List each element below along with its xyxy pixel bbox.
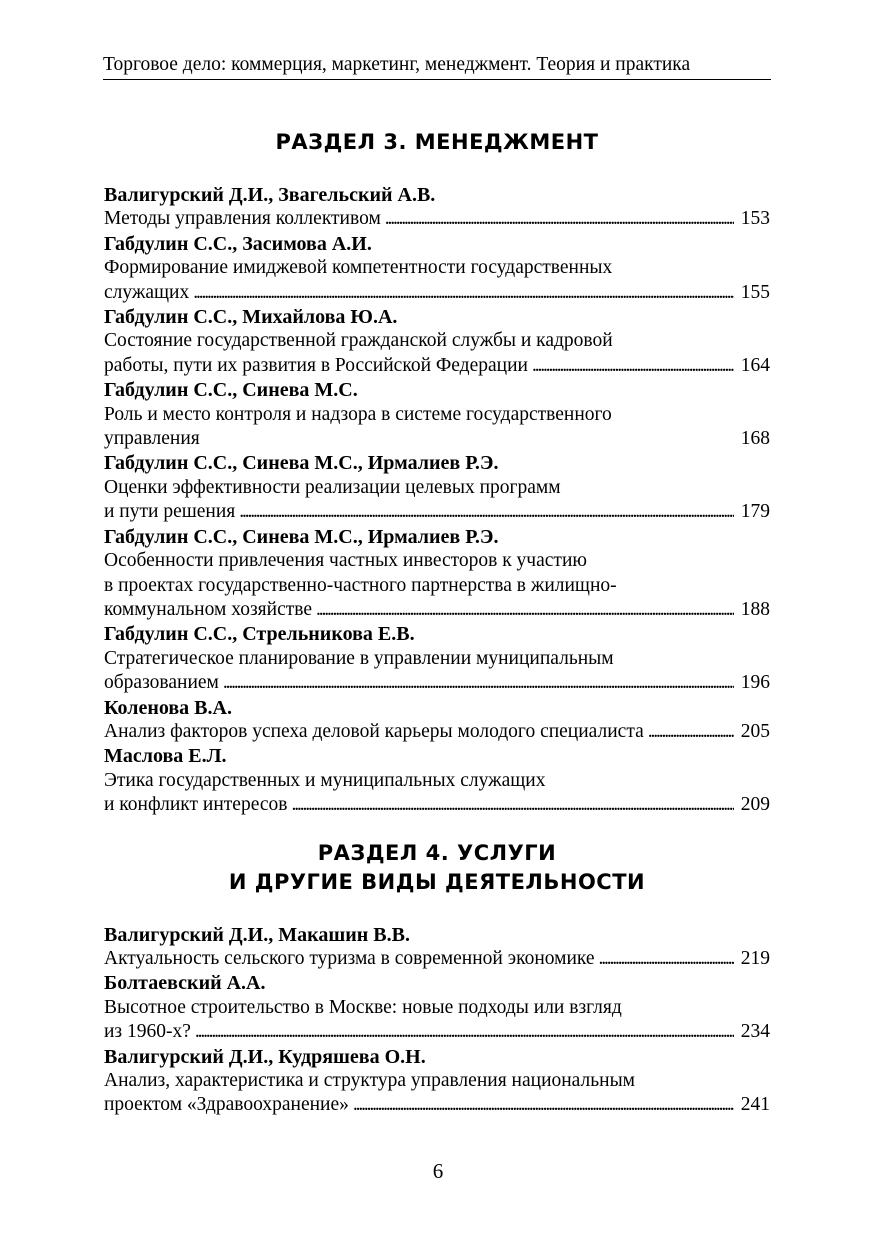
entry-page-number: 241 xyxy=(740,1094,770,1116)
entry-authors: Валигурский Д.И., Кудряшева О.Н. xyxy=(104,1045,426,1068)
dot-leader xyxy=(239,500,734,524)
entry-title-last-line xyxy=(104,720,770,744)
entry-title-text: коммунальном хозяйстве xyxy=(104,598,312,620)
entry-title-last-line xyxy=(104,281,770,305)
toc-entry xyxy=(104,696,770,745)
section-title-line: РАЗДЕЛ 4. УСЛУГИ xyxy=(317,840,557,865)
entry-authors: Валигурский Д.И., Макашин В.В. xyxy=(104,923,410,946)
entry-title-line: Формирование имиджевой компетентности государственных xyxy=(104,257,613,279)
entry-title-text: Актуальность сельского туризма в современной экономике xyxy=(104,947,595,969)
entry-title-last-line xyxy=(104,671,770,695)
entry-page-number: 179 xyxy=(740,501,770,523)
dot-leader xyxy=(291,793,734,817)
entry-title-last-line xyxy=(104,947,770,971)
entry-title-last-line xyxy=(104,427,770,451)
entry-authors: Габдулин С.С., Синева М.С., Ирмалиев Р.Э. xyxy=(104,452,499,475)
entry-title-last-line xyxy=(104,793,770,817)
page-number: 6 xyxy=(432,1159,444,1183)
section-3-entries xyxy=(104,183,770,818)
toc-entry xyxy=(104,183,770,232)
toc-entry xyxy=(104,744,770,817)
entry-title-last-line xyxy=(104,1093,770,1117)
section-4-entries xyxy=(104,923,770,1118)
entry-authors: Габдулин С.С., Засимова А.И. xyxy=(104,232,372,255)
entry-page-number: 219 xyxy=(740,947,770,969)
entry-title-last-line xyxy=(104,500,770,524)
entry-page-number: 188 xyxy=(740,598,770,620)
entry-authors: Болтаевский А.А. xyxy=(104,972,266,995)
toc-entry xyxy=(104,451,770,524)
entry-page-number: 196 xyxy=(740,672,770,694)
dot-leader xyxy=(195,1020,734,1044)
entry-title-text: служащих xyxy=(104,281,190,303)
dot-leader xyxy=(599,947,734,971)
dot-leader xyxy=(353,1093,734,1117)
entry-title-text: Методы управления коллективом xyxy=(104,208,381,230)
entry-title-text: управления xyxy=(104,428,200,450)
section-title-line: И ДРУГИЕ ВИДЫ ДЕЯТЕЛЬНОСТИ xyxy=(228,869,646,894)
toc-entry xyxy=(104,525,770,623)
entry-title-last-line xyxy=(104,598,770,622)
entry-title-line: Состояние государственной гражданской службы и кадровой xyxy=(104,330,613,352)
entry-title-last-line xyxy=(104,354,770,378)
toc-entry xyxy=(104,232,770,305)
dot-leader xyxy=(223,671,734,695)
dot-leader xyxy=(385,207,734,231)
table-of-contents xyxy=(104,128,770,1118)
entry-title-text: Анализ факторов успеха деловой карьеры молодого специалиста xyxy=(104,720,644,742)
entry-authors: Габдулин С.С., Стрельникова Е.В. xyxy=(104,623,415,646)
toc-entry xyxy=(104,923,770,972)
section-title-line: РАЗДЕЛ 3. МЕНЕДЖМЕНТ xyxy=(275,130,599,154)
entry-title-text: работы, пути их развития в Российской Федерации xyxy=(104,354,528,376)
dot-leader xyxy=(316,598,734,622)
entry-title-text: проектом «Здравоохранение» xyxy=(104,1094,349,1116)
entry-title-text: образованием xyxy=(104,672,219,694)
toc-entry xyxy=(104,378,770,451)
entry-title-line: Особенности привлечения частных инвесторов к участию xyxy=(104,550,587,572)
dot-leader xyxy=(648,720,734,744)
entry-authors: Габдулин С.С., Синева М.С. xyxy=(104,379,358,402)
entry-title-line: в проектах государственно-частного партнерства в жилищно- xyxy=(104,574,617,596)
section-3-title xyxy=(104,128,770,157)
entry-title-line: Анализ, характеристика и структура управления национальным xyxy=(104,1070,636,1091)
section-4-title xyxy=(104,839,770,897)
entry-page-number: 168 xyxy=(740,428,770,450)
dot-leader xyxy=(532,354,734,378)
entry-page-number: 234 xyxy=(740,1021,770,1043)
entry-title-text: и пути решения xyxy=(104,501,236,523)
entry-title-line: Высотное строительство в Москве: новые подходы или взгляд xyxy=(104,996,622,1018)
entry-page-number: 209 xyxy=(740,794,770,816)
entry-title-text: из 1960-х? xyxy=(104,1021,191,1043)
entry-authors: Коленова В.А. xyxy=(104,696,232,719)
entry-page-number: 153 xyxy=(740,208,770,230)
toc-entry xyxy=(104,971,770,1044)
entry-title-line: Роль и место контроля и надзора в системе государственного xyxy=(104,403,612,425)
entry-authors: Валигурский Д.И., Звагельский А.В. xyxy=(104,184,436,206)
entry-page-number: 205 xyxy=(740,720,770,742)
dot-leader xyxy=(193,281,734,305)
entry-title-last-line xyxy=(104,1020,770,1044)
entry-page-number: 155 xyxy=(740,281,770,303)
entry-authors: Габдулин С.С., Михайлова Ю.А. xyxy=(104,306,398,329)
toc-entry xyxy=(104,305,770,378)
entry-authors: Маслова Е.Л. xyxy=(104,745,227,768)
toc-entry xyxy=(104,1045,770,1118)
entry-title-line: Этика государственных и муниципальных служащих xyxy=(104,769,546,791)
entry-title-text: и конфликт интересов xyxy=(104,794,288,816)
entry-title-line: Стратегическое планирование в управлении муниципальным xyxy=(104,647,614,669)
entry-title-last-line xyxy=(104,207,770,231)
toc-entry xyxy=(104,622,770,695)
running-head: Торговое дело: коммерция, маркетинг, менеджмент. Теория и практика xyxy=(103,52,771,80)
entry-page-number: 164 xyxy=(740,354,770,376)
entry-title-line: Оценки эффективности реализации целевых программ xyxy=(104,476,561,498)
entry-authors: Габдулин С.С., Синева М.С., Ирмалиев Р.Э. xyxy=(104,525,499,548)
